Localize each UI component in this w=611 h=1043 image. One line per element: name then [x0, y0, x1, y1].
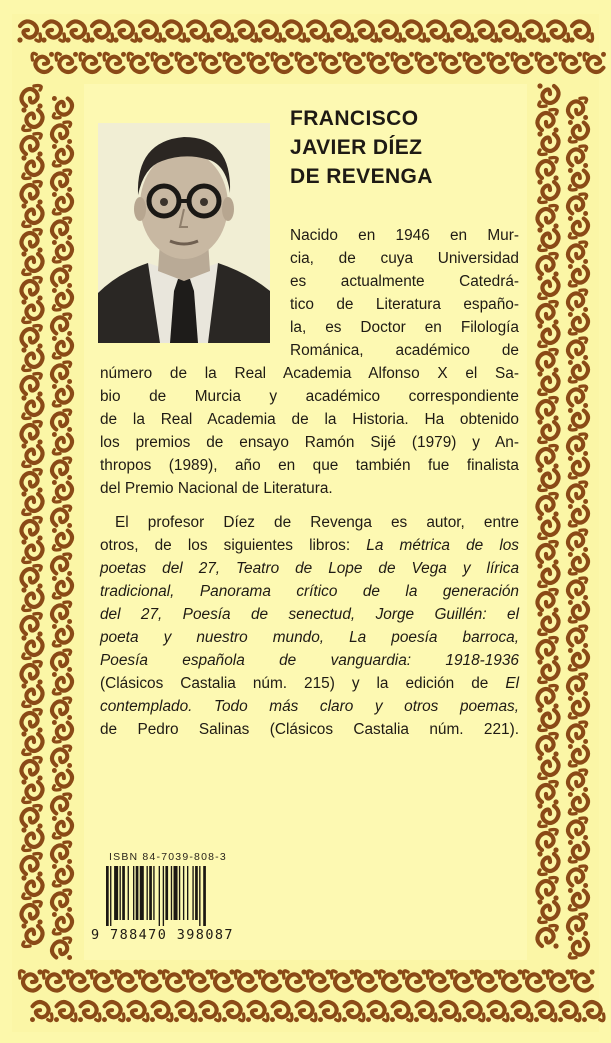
author-name-line: DE REVENGA: [290, 165, 433, 188]
bio-line: thropos (1989), año en que también fue finalista: [100, 457, 519, 474]
bio-line: El profesor Díez de Revenga es autor, entre: [115, 514, 519, 531]
bio-line: bio de Murcia y académico correspondiente: [100, 388, 519, 405]
bio-line: cia, de cuya Universidad: [290, 250, 519, 267]
author-name: [290, 104, 520, 191]
book-title: poetas del 27, Teatro de Lope de Vega y lírica: [100, 560, 519, 577]
book-title: del 27, Poesía de senectud, Jorge Guillén: el: [100, 606, 519, 623]
author-photo: [98, 123, 270, 343]
bio-line: los premios de ensayo Ramón Sijé (1979) y An-: [100, 434, 519, 451]
author-name-line: FRANCISCO: [290, 107, 419, 130]
book-title: poeta y nuestro mundo, La poesía barroca,: [100, 629, 519, 646]
bio-line: de Pedro Salinas (Clásicos Castalia núm. 221).: [100, 721, 519, 738]
bio-line: Nacido en 1946 en Mur-: [290, 227, 519, 244]
author-name-line: JAVIER DÍEZ: [290, 136, 423, 159]
bio-line: de la Real Academia de la Historia. Ha obtenido: [100, 411, 519, 428]
bio-line: (Clásicos Castalia núm. 215) y la edición de El: [100, 675, 519, 692]
bio-line: número de la Real Academia Alfonso X el Sa-: [100, 365, 519, 382]
bio-line: [100, 627, 519, 650]
barcode-digits: 9 788470 398087: [91, 927, 234, 943]
bio-line: [100, 581, 519, 604]
book-title: La métrica de los: [366, 537, 519, 554]
book-title: tradicional, Panorama crítico de la generación: [100, 583, 519, 600]
author-portrait-icon: [98, 123, 270, 343]
bio-line: tico de Literatura españo-: [290, 296, 519, 313]
bio-line: es actualmente Catedrá-: [290, 273, 519, 290]
bio-line: del Premio Nacional de Literatura.: [100, 480, 333, 497]
book-title: Poesía española de vanguardia: 1918-1936: [100, 652, 519, 669]
bio-line: Románica, académico de: [290, 342, 519, 359]
bio-line: la, es Doctor en Filología: [290, 319, 519, 336]
bio-line: [100, 696, 519, 719]
bio-line: [100, 558, 519, 581]
book-title: El: [505, 675, 519, 692]
barcode-icon: [104, 866, 248, 926]
book-title: contemplado. Todo más claro y otros poemas,: [100, 698, 519, 715]
bio-line: otros, de los siguientes libros: La métrica de los: [100, 537, 519, 554]
bio-line: [100, 604, 519, 627]
bio-line: [100, 650, 519, 673]
isbn-label: ISBN 84-7039-808-3: [109, 851, 227, 863]
